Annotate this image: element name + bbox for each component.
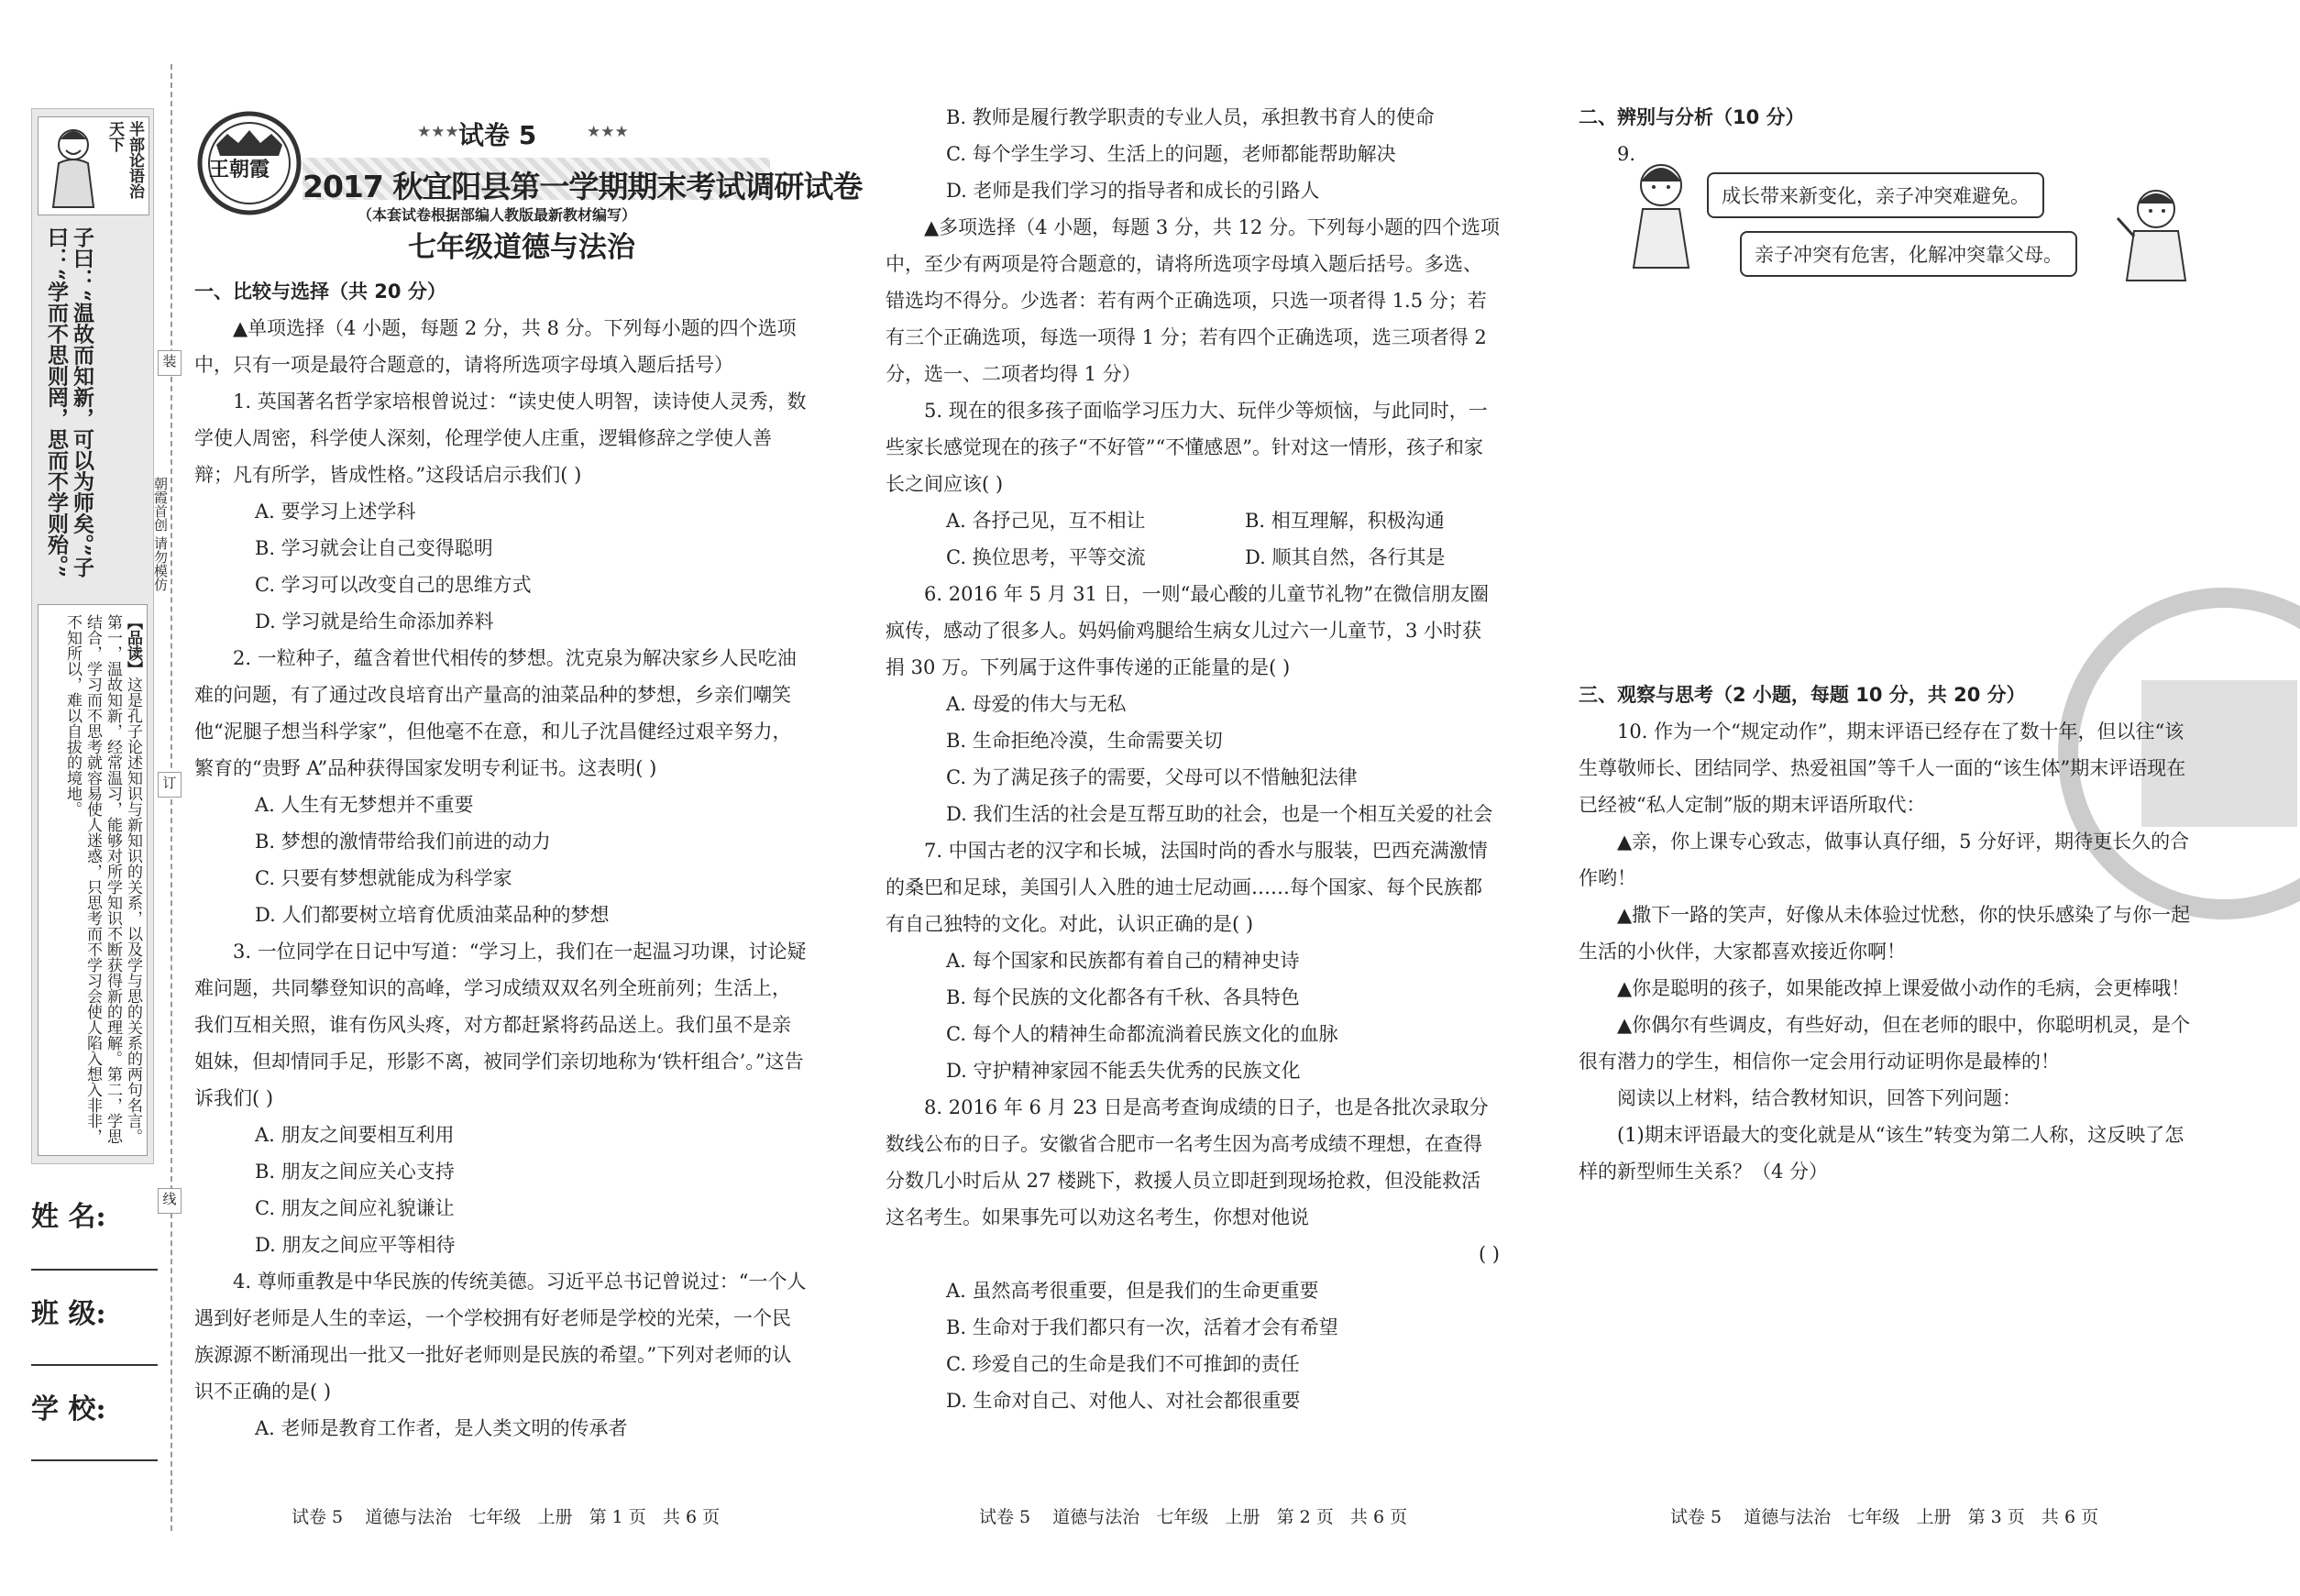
column-2 [886, 99, 1500, 1419]
boy-illustration [2116, 182, 2198, 282]
q7-option-c[interactable]: C. 每个人的精神生命都流淌着民族文化的血脉 [946, 1023, 1338, 1045]
q2-option-a[interactable]: A. 人生有无梦想并不重要 [255, 794, 474, 816]
section-3-title: 三、观察与思考（2 小题，每题 10 分，共 20 分） [1579, 684, 2026, 706]
sub-question-1: (1)期末评语最大的变化就是从“该生”转变为第二人称，这反映了怎样的新型师生关系？（4 分） [1579, 1124, 2184, 1183]
q8-answer-bracket[interactable]: ( ) [1478, 1243, 1500, 1265]
q1-option-c[interactable]: C. 学习可以改变自己的思维方式 [255, 574, 532, 596]
school-line[interactable] [31, 1459, 158, 1461]
copyright-note: 朝霞首创 请勿模仿 [152, 477, 169, 591]
single-choice-intro: ▲单项选择（4 小题，每题 2 分，共 8 分。下列每小题的四个选项中，只有一项是最符合题意的，请将所选项字母填入题后括号） [194, 317, 797, 376]
q1-option-a[interactable]: A. 要学习上述学科 [255, 501, 416, 523]
remark-2: ▲撒下一路的笑声，好像从未体验过忧愁，你的快乐感染了与你一起生活的小伙伴，大家都喜欢接近你啊！ [1579, 904, 2191, 963]
question-10: 10. 作为一个“规定动作”，期末评语已经存在了数十年，但以往“该生尊敬师长、团结同学、热爱祖国”等千人一面的“该生体”期末评语现在已经被“私人定制”版的期末评语所取代： [1579, 721, 2186, 816]
quote-text: 子曰：“温故而知新，可以为师矣。”子曰：“学而不思则罔，思而不学则殆。” [44, 226, 94, 578]
q4-option-b[interactable]: B. 教师是履行教学职责的专业人员，承担教书育人的使命 [946, 106, 1435, 128]
q3-option-d[interactable]: D. 朋友之间应平等相待 [255, 1234, 456, 1256]
stars-left: ★★★ [417, 123, 459, 141]
girl-illustration [1624, 154, 1698, 273]
remark-4: ▲你偶尔有些调皮，有些好动，但在老师的眼中，你聪明机灵，是个很有潜力的学生，相信你一定会用行动证明你是最棒的！ [1579, 1014, 2191, 1073]
q3-option-a[interactable]: A. 朋友之间要相互利用 [255, 1124, 455, 1146]
q2-option-b[interactable]: B. 梦想的激情带给我们前进的动力 [255, 831, 551, 853]
question-8: 8. 2016 年 6 月 23 日是高考查询成绩的日子，也是各批次录取分数线公布的日子。安徽省合肥市一名考生因为高考成绩不理想，在查得分数几小时后从 27 楼跳下，救援人员立即赶到现场抢救，但没能救活这名考生。如果事先可以劝这名考生，你想对他说 [886, 1096, 1489, 1228]
q5-option-b[interactable]: B. 相互理解，积极沟通 [1245, 510, 1445, 532]
q6-option-d[interactable]: D. 我们生活的社会是互帮互助的社会，也是一个相互关爱的社会 [946, 803, 1493, 825]
question-6: 6. 2016 年 5 月 31 日，一则“最心酸的儿童节礼物”在微信朋友圈疯传，感动了很多人。妈妈偷鸡腿给生病女儿过六一儿童节，3 小时获捐 30 万。下列属于这件事传递的正能量的是( ) [886, 583, 1490, 678]
question-7: 7. 中国古老的汉字和长城，法国时尚的香水与服装，巴西充满激情的桑巴和足球，美国引人入胜的迪士尼动画……每个国家、每个民族都有自己独特的文化。对此，认识正确的是( ) [886, 840, 1488, 935]
exam-subtitle: （本套试卷根据部编人教版最新教材编写） [358, 206, 637, 224]
paper-label: 试卷 5 [458, 120, 537, 150]
speech-bubble-1: 成长带来新变化，亲子冲突难避免。 [1707, 172, 2044, 218]
grade-subject: 七年级道德与法治 [408, 231, 635, 264]
q1-option-b[interactable]: B. 学习就会让自己变得聪明 [255, 537, 493, 559]
q7-option-d[interactable]: D. 守护精神家园不能丢失优秀的民族文化 [946, 1060, 1301, 1082]
sidebar [31, 108, 152, 1162]
q5-option-a[interactable]: A. 各抒己见，互不相让 [946, 510, 1146, 532]
section-2-title: 二、辨别与分析（10 分） [1579, 106, 1805, 128]
footer-page-2: 试卷 5 道德与法治 七年级 上册 第 2 页 共 6 页 [979, 1507, 1408, 1527]
quote-header-text: 半部论语治天下 [105, 121, 144, 199]
remark-3: ▲你是聪明的孩子，如果能改掉上课爱做小动作的毛病，会更棒哦！ [1617, 977, 2191, 999]
q6-option-c[interactable]: C. 为了满足孩子的需要，父母可以不惜触犯法律 [946, 766, 1358, 788]
binding-line [171, 64, 172, 1531]
binding-mark-1: 装 [158, 350, 182, 376]
question-3: 3. 一位同学在日记中写道：“学习上，我们在一起温习功课，讨论疑难问题，共同攀登知识的高峰，学习成绩双双名列全班前列；生活上，我们互相关照，谁有伤风头疼，对方都赶紧将药品送上。我们虽不是亲姐妹，但却情同手足，形影不离，被同学们亲切地称为‘铁杆组合’。”这告诉我们( ) [194, 941, 807, 1109]
q1-option-d[interactable]: D. 学习就是给生命添加养料 [255, 611, 494, 633]
class-label: 班 级: [31, 1298, 106, 1330]
section-1-title: 一、比较与选择（共 20 分） [194, 281, 446, 303]
question-9-number: 9. [1617, 143, 1636, 165]
q8-option-b[interactable]: B. 生命对于我们都只有一次，活着才会有希望 [946, 1316, 1338, 1338]
name-line[interactable] [31, 1269, 158, 1271]
q3-option-b[interactable]: B. 朋友之间应关心支持 [255, 1161, 455, 1183]
footer-page-3: 试卷 5 道德与法治 七年级 上册 第 3 页 共 6 页 [1670, 1507, 2099, 1527]
binding-mark-3: 线 [158, 1188, 182, 1214]
confucius-illustration [42, 119, 106, 211]
question-1: 1. 英国著名哲学家培根曾说过：“读史使人明智，读诗使人灵秀，数学使人周密，科学使人深刻，伦理学使人庄重，逻辑修辞之学使人善辩；凡有所学，皆成性格。”这段话启示我们( ) [194, 391, 807, 486]
q6-option-b[interactable]: B. 生命拒绝冷漠，生命需要关切 [946, 730, 1223, 752]
q4-option-c[interactable]: C. 每个学生学习、生活上的问题，老师都能帮助解决 [946, 143, 1396, 165]
q2-option-d[interactable]: D. 人们都要树立培育优质油菜品种的梦想 [255, 904, 610, 926]
name-label: 姓 名: [31, 1201, 106, 1233]
speech-bubble-2: 亲子冲突有危害，化解冲突靠父母。 [1740, 231, 2077, 277]
column-3-lower [1579, 677, 2202, 1190]
brand-logo-text: 王朝霞 [209, 158, 270, 182]
q8-option-a[interactable]: A. 虽然高考很重要，但是我们的生命更重要 [946, 1280, 1319, 1302]
column-1 [194, 273, 809, 1447]
q7-option-b[interactable]: B. 每个民族的文化都各有千秋、各具特色 [946, 986, 1300, 1008]
quote-explain-text: 这是孔子论述知识与新知识的关系，以及学与思的关系的两句名言。第一，温故知新，经常温习，能够对所学知识不断获得新的理解。第二，学思结合，学习而不思考就容易使人迷惑，只思考而不学习会使人陷入想入非非，不知所以，难以自拔的境地。 [63, 614, 142, 1144]
question-5: 5. 现在的很多孩子面临学习压力大、玩伴少等烦恼，与此同时，一些家长感觉现在的孩子“不好管”“不懂感恩”。针对这一情形，孩子和家长之间应该( ) [886, 400, 1488, 495]
quote-header [38, 116, 149, 215]
stars-right: ★★★ [587, 123, 629, 141]
quote-explain [62, 614, 143, 1146]
binding-mark-2: 订 [158, 772, 182, 798]
question-2: 2. 一粒种子，蕴含着世代相传的梦想。沈克泉为解决家乡人民吃油难的问题，有了通过改良培育出产量高的油菜品种的梦想，乡亲们嘲笑他“泥腿子想当科学家”，但他毫不在意，和儿子沈昌健经过艰辛努力，繁育的“贵野 A”品种获得国家发明专利证书。这表明( ) [194, 647, 797, 779]
quote-panel [31, 108, 154, 1164]
quote-explain-label: 【品读】 [124, 614, 142, 677]
q8-option-c[interactable]: C. 珍爱自己的生命是我们不可推卸的责任 [946, 1353, 1300, 1375]
remark-1: ▲亲，你上课专心致志，做事认真仔细，5 分好评，期待更长久的合作哟！ [1579, 831, 2190, 889]
multi-choice-intro: ▲多项选择（4 小题，每题 3 分，共 12 分。下列每小题的四个选项中，至少有两项是符合题意的，请将所选项字母填入题后括号。多选、错选均不得分。少选者：若有两个正确选项，只选一项者得 1.5 分；若有三个正确选项，每选一项得 1 分；若有四个正确选项，选三项者得 2 分，选一、二项者均得 1 分） [886, 216, 1500, 385]
q4-option-d[interactable]: D. 老师是我们学习的指导者和成长的引路人 [946, 180, 1320, 202]
q5-options [886, 502, 1500, 576]
q8-option-d[interactable]: D. 生命对自己、对他人、对社会都很重要 [946, 1390, 1301, 1412]
quote-explain-panel [38, 604, 148, 1156]
q4-option-a[interactable]: A. 老师是教育工作者，是人类文明的传承者 [255, 1417, 628, 1439]
q7-option-a[interactable]: A. 每个国家和民族都有着自己的精神史诗 [946, 950, 1300, 972]
q2-option-c[interactable]: C. 只要有梦想就能成为科学家 [255, 867, 512, 889]
read-prompt: 阅读以上材料，结合教材知识，回答下列问题： [1617, 1087, 2021, 1109]
class-line[interactable] [31, 1364, 158, 1366]
exam-title: 2017 秋宜阳县第一学期期末考试调研试卷 [303, 169, 863, 204]
q6-option-a[interactable]: A. 母爱的伟大与无私 [946, 693, 1127, 715]
q3-option-c[interactable]: C. 朋友之间应礼貌谦让 [255, 1197, 455, 1219]
q5-option-c[interactable]: C. 换位思考，平等交流 [946, 546, 1146, 568]
question-4: 4. 尊师重教是中华民族的传统美德。习近平总书记曾说过：“一个人遇到好老师是人生的幸运，一个学校拥有好老师是学校的光荣，一个民族源源不断涌现出一批又一批好老师则是民族的希望。”下列对老师的认识不正确的是( ) [194, 1271, 807, 1403]
footer-page-1: 试卷 5 道德与法治 七年级 上册 第 1 页 共 6 页 [292, 1507, 721, 1527]
school-label: 学 校: [31, 1393, 106, 1425]
q5-option-d[interactable]: D. 顺其自然，各行其是 [1245, 546, 1446, 568]
